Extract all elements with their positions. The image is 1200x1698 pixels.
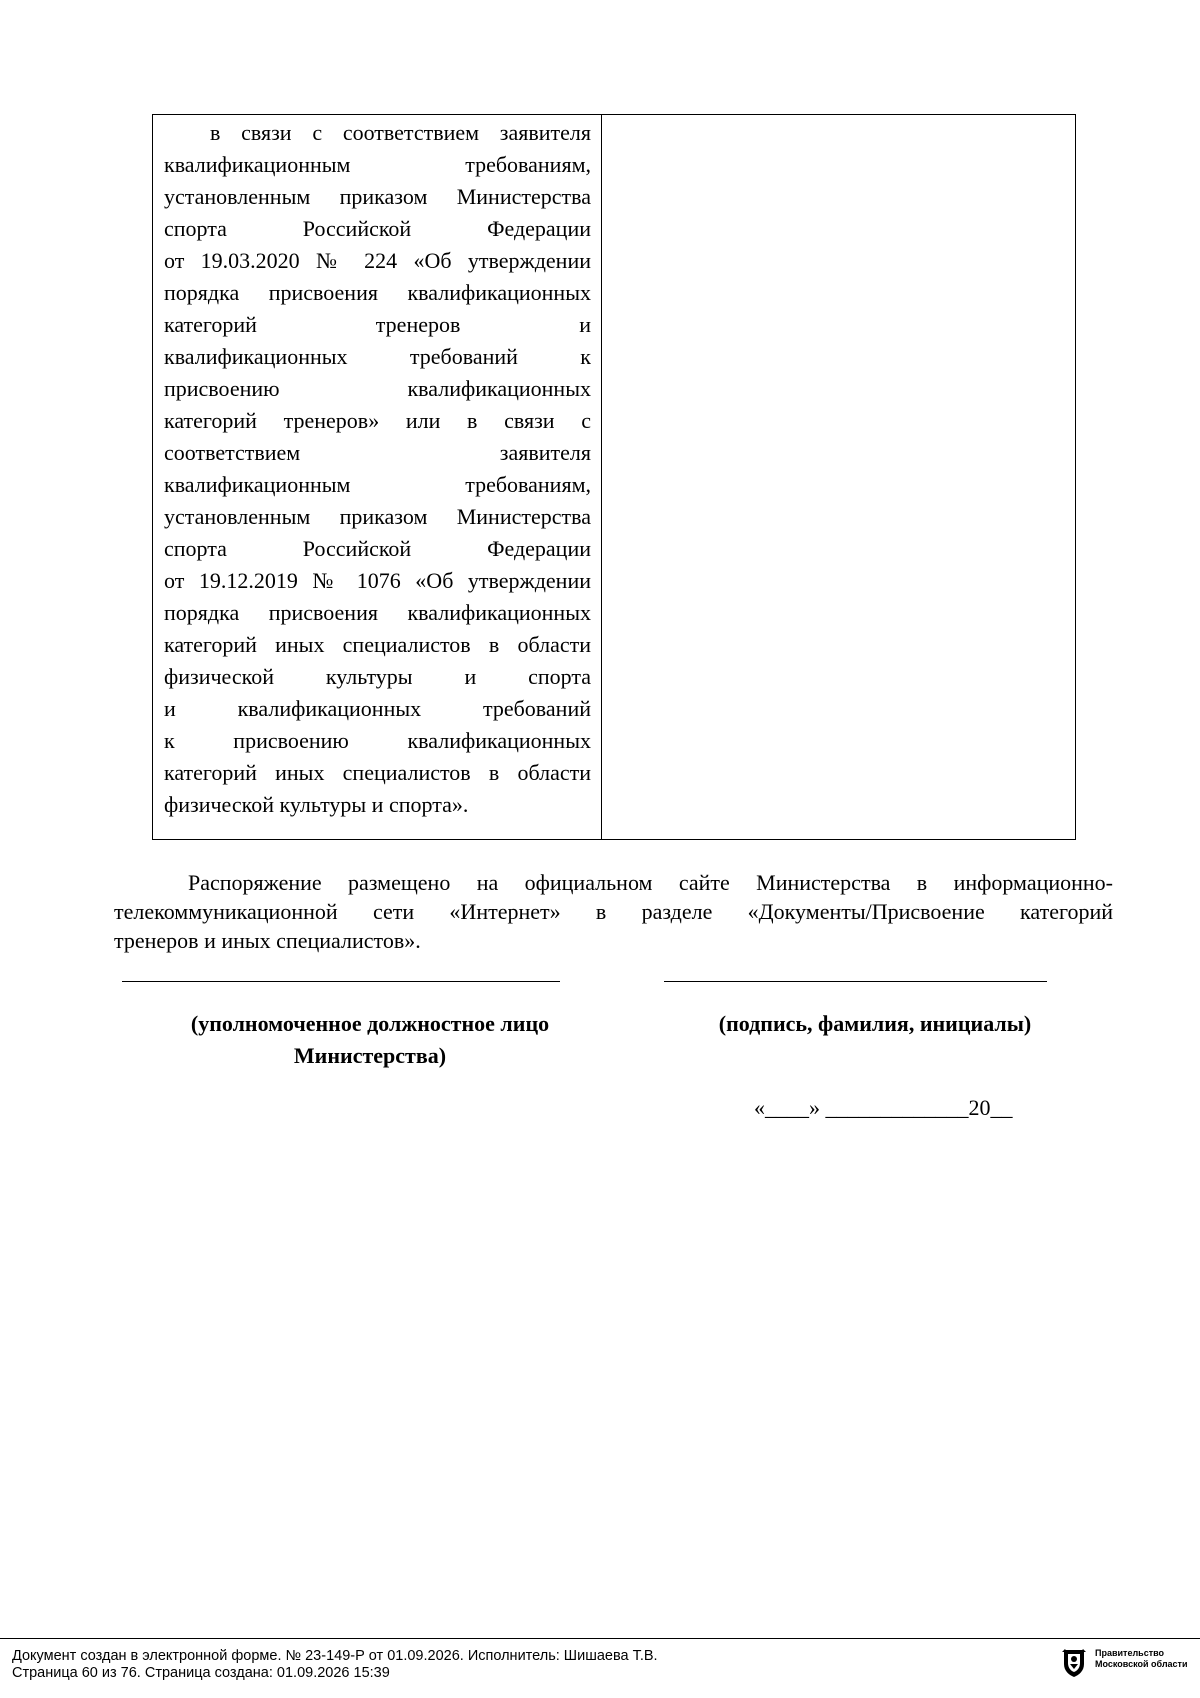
- document-table: [152, 114, 1076, 840]
- table-text-line: и квалификационных требований: [164, 696, 591, 721]
- table-text-line: квалификационным требованиям,: [164, 152, 591, 177]
- paragraph-line: Распоряжение размещено на официальном сайте Министерства в информационно-: [188, 870, 1113, 895]
- signature-caption: [690, 1008, 1060, 1040]
- footer-org-name: [1095, 1648, 1188, 1670]
- table-text-line: физической культуры и спорта: [164, 664, 591, 689]
- official-caption-line-1: (уполномоченное должностное лицо: [190, 1011, 550, 1036]
- table-text-line: категорий тренеров» или в связи с: [164, 408, 591, 433]
- table-text-line: порядка присвоения квалификационных: [164, 600, 591, 625]
- table-text-line: спорта Российской Федерации: [164, 216, 591, 241]
- publication-paragraph: [114, 868, 1113, 955]
- table-text-line: к присвоению квалификационных: [164, 728, 591, 753]
- table-column-divider: [601, 115, 602, 839]
- signature-caption-text: (подпись, фамилия, инициалы): [718, 1011, 1032, 1036]
- table-text-line: категорий иных специалистов в области: [164, 760, 591, 785]
- footer-line-1: Документ создан в электронной форме. № 23-149-Р от 01.09.2026. Исполнитель: Шишаева Т.В.: [12, 1648, 658, 1664]
- official-signature-line: [122, 981, 560, 982]
- footer-org-line-2: Московской области: [1095, 1659, 1188, 1669]
- table-text-line: физической культуры и спорта».: [164, 792, 469, 817]
- footer-org-line-1: Правительство: [1095, 1648, 1165, 1658]
- table-text-line: от 19.12.2019 № 1076 «Об утверждении: [164, 568, 591, 593]
- table-text-line: от 19.03.2020 № 224 «Об утверждении: [164, 248, 591, 273]
- table-text-line: установленным приказом Министерства: [164, 504, 591, 529]
- table-text-line: порядка присвоения квалификационных: [164, 280, 591, 305]
- table-text-line: установленным приказом Министерства: [164, 184, 591, 209]
- table-text-line: в связи с соответствием заявителя: [210, 120, 591, 145]
- table-text-line: категорий иных специалистов в области: [164, 632, 591, 657]
- footer-info: [12, 1648, 658, 1682]
- table-text-line: присвоению квалификационных: [164, 376, 591, 401]
- official-caption-line-2: Министерства): [293, 1043, 447, 1068]
- paragraph-line: тренеров и иных специалистов».: [114, 928, 421, 953]
- coat-of-arms-icon: [1061, 1648, 1087, 1683]
- table-text-line: категорий тренеров и: [164, 312, 591, 337]
- table-left-cell: [164, 117, 591, 821]
- date-field: «____» _____________20__: [754, 1095, 1013, 1120]
- table-text-line: спорта Российской Федерации: [164, 536, 591, 561]
- table-text-line: квалификационным требованиям,: [164, 472, 591, 497]
- table-text-line: квалификационных требований к: [164, 344, 591, 369]
- footer-logo: [1061, 1648, 1188, 1683]
- footer-line-2: Страница 60 из 76. Страница создана: 01.09.2026 15:39: [12, 1665, 390, 1681]
- signature-name-line: [664, 981, 1047, 982]
- official-caption: [150, 1008, 590, 1072]
- footer-divider: [0, 1638, 1200, 1639]
- paragraph-line: телекоммуникационной сети «Интернет» в разделе «Документы/Присвоение категорий: [114, 899, 1113, 924]
- table-text-line: соответствием заявителя: [164, 440, 591, 465]
